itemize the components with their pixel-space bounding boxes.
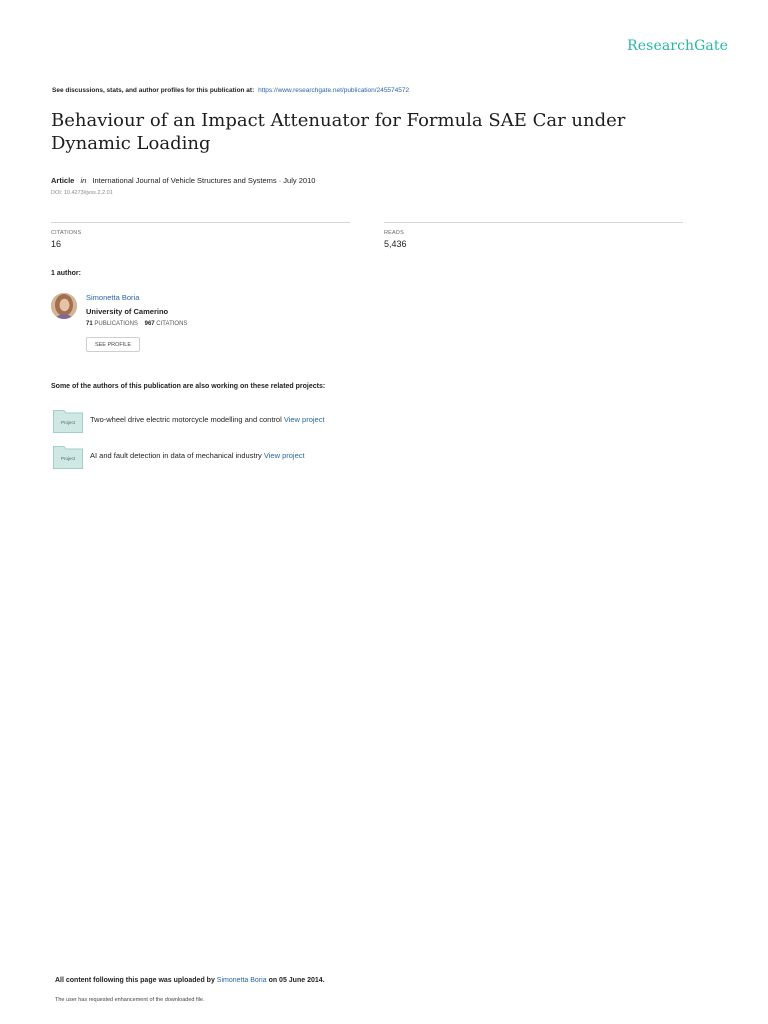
citations-value: 16 [51,239,62,249]
author-avatar[interactable] [51,293,77,319]
see-profile-button[interactable]: SEE PROFILE [86,337,140,352]
author-institution: University of Camerino [86,307,169,316]
project-title: AI and fault detection in data of mechanical industry [90,451,262,460]
publications-label: PUBLICATIONS [94,321,138,327]
publications-count: 71 [86,321,93,327]
notice-text: See discussions, stats, and author profiles for this publication at: [52,87,255,94]
publication-link[interactable]: https://www.researchgate.net/publication/245574572 [258,87,410,94]
publication-notice [52,87,409,94]
upload-suffix: on 05 June 2014. [268,977,325,984]
authors-heading: 1 author: [51,270,81,277]
citations-label: CITATIONS [51,230,82,236]
upload-prefix: All content following this page was uploaded by [55,977,215,984]
paper-title: Behaviour of an Impact Attenuator for Formula SAE Car under Dynamic Loading [51,110,626,154]
view-project-link[interactable]: View project [283,415,325,424]
author-name-link[interactable]: Simonetta Boria [86,293,140,302]
uploader-link[interactable]: Simonetta Boria [216,977,267,984]
article-doi: DOI: 10.4273/ijvss.2.2.01 [51,190,113,196]
author-photo-icon [51,293,77,319]
project-folder-icon [53,409,83,433]
author-citations-label: CITATIONS [156,321,188,327]
project-icon-label: Project [60,456,76,461]
project-icon-label: Project [60,420,76,425]
related-projects-heading: Some of the authors of this publication are also working on these related projects: [51,383,326,390]
article-type: Article [51,176,75,185]
reads-label: READS [384,230,404,236]
reads-value: 5,436 [384,239,407,249]
view-project-link[interactable]: View project [263,451,305,460]
project-title: Two-wheel drive electric motorcycle modelling and control [90,415,282,424]
researchgate-logo[interactable]: ResearchGate [627,38,728,54]
enhancement-note: The user has requested enhancement of the downloaded file. [55,997,205,1003]
article-in: in [80,176,87,185]
citations-divider [51,222,350,223]
project-folder-icon [53,445,83,469]
article-venue: International Journal of Vehicle Structures and Systems · July 2010 [92,176,316,185]
reads-divider [384,222,683,223]
related-project-item [90,451,305,460]
related-project-item [90,415,325,424]
author-citations-count: 967 [144,321,155,327]
article-meta [51,176,315,185]
upload-notice [55,977,325,984]
author-stats [86,321,187,327]
